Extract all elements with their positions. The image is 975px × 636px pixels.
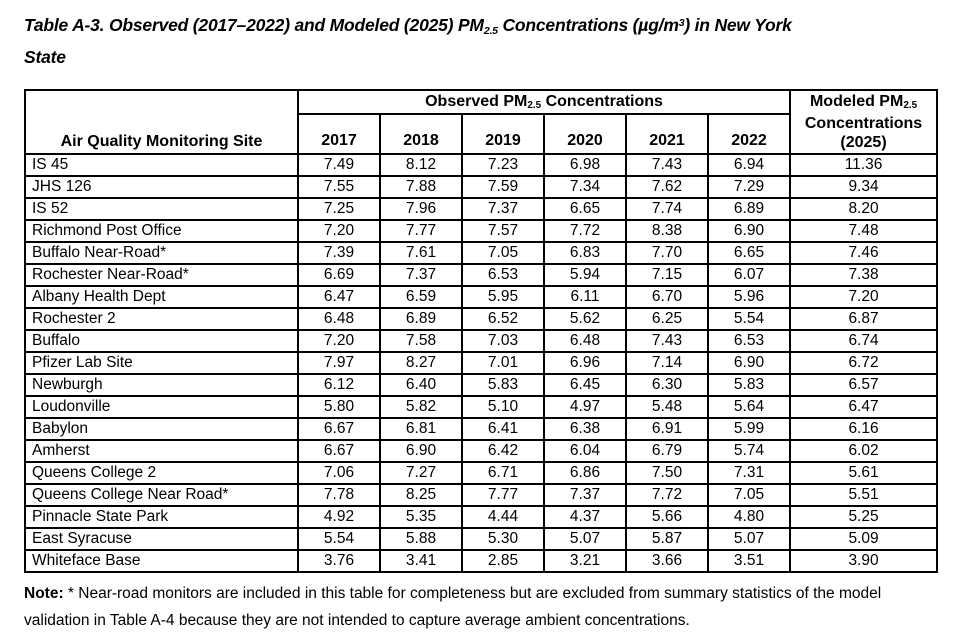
observed-value-cell: 4.97: [544, 396, 626, 418]
observed-header-text: Concentrations: [541, 92, 663, 110]
observed-value-cell: 5.66: [626, 506, 708, 528]
observed-value-cell: 4.92: [298, 506, 380, 528]
modeled-value-cell: 5.61: [790, 462, 937, 484]
observed-value-cell: 7.15: [626, 264, 708, 286]
observed-value-cell: 6.52: [462, 308, 544, 330]
observed-value-cell: 6.53: [708, 330, 790, 352]
observed-value-cell: 5.54: [708, 308, 790, 330]
column-header-2022: 2022: [708, 114, 790, 154]
observed-value-cell: 6.70: [626, 286, 708, 308]
observed-value-cell: 7.25: [298, 198, 380, 220]
observed-value-cell: 7.57: [462, 220, 544, 242]
observed-value-cell: 7.05: [462, 242, 544, 264]
site-cell: Newburgh: [25, 374, 298, 396]
modeled-value-cell: 7.48: [790, 220, 937, 242]
observed-value-cell: 7.37: [544, 484, 626, 506]
pm25-subscript: 2.5: [527, 100, 542, 112]
site-cell: Whiteface Base: [25, 550, 298, 572]
observed-value-cell: 7.50: [626, 462, 708, 484]
observed-value-cell: 7.59: [462, 176, 544, 198]
observed-header-text: Observed PM: [425, 92, 528, 110]
column-header-2017: 2017: [298, 114, 380, 154]
observed-value-cell: 7.70: [626, 242, 708, 264]
observed-value-cell: 7.62: [626, 176, 708, 198]
site-cell: Buffalo Near-Road*: [25, 242, 298, 264]
column-header-2018: 2018: [380, 114, 462, 154]
site-cell: Buffalo: [25, 330, 298, 352]
pm25-subscript: 2.5: [483, 24, 498, 37]
observed-value-cell: 7.03: [462, 330, 544, 352]
observed-value-cell: 6.12: [298, 374, 380, 396]
observed-value-cell: 7.61: [380, 242, 462, 264]
observed-group-header: [298, 90, 790, 114]
observed-value-cell: 6.67: [298, 418, 380, 440]
observed-value-cell: 7.72: [544, 220, 626, 242]
site-cell: Babylon: [25, 418, 298, 440]
observed-value-cell: 6.59: [380, 286, 462, 308]
observed-value-cell: 4.80: [708, 506, 790, 528]
observed-value-cell: 7.39: [298, 242, 380, 264]
observed-value-cell: 6.90: [380, 440, 462, 462]
observed-value-cell: 5.30: [462, 528, 544, 550]
footnote-label: Note:: [24, 584, 64, 602]
table-row: [25, 506, 937, 528]
modeled-value-cell: 6.57: [790, 374, 937, 396]
site-cell: Pfizer Lab Site: [25, 352, 298, 374]
observed-value-cell: 3.51: [708, 550, 790, 572]
observed-value-cell: 7.49: [298, 154, 380, 176]
observed-value-cell: 8.12: [380, 154, 462, 176]
observed-value-cell: 5.83: [708, 374, 790, 396]
observed-value-cell: 6.07: [708, 264, 790, 286]
modeled-value-cell: 6.72: [790, 352, 937, 374]
modeled-value-cell: 7.20: [790, 286, 937, 308]
observed-value-cell: 6.83: [544, 242, 626, 264]
observed-value-cell: 6.90: [708, 352, 790, 374]
observed-value-cell: 6.65: [544, 198, 626, 220]
observed-value-cell: 6.86: [544, 462, 626, 484]
observed-value-cell: 7.20: [298, 220, 380, 242]
column-header-2021: 2021: [626, 114, 708, 154]
site-cell: Queens College Near Road*: [25, 484, 298, 506]
table-row: [25, 154, 937, 176]
observed-value-cell: 6.67: [298, 440, 380, 462]
site-cell: Rochester Near-Road*: [25, 264, 298, 286]
observed-value-cell: 7.06: [298, 462, 380, 484]
observed-value-cell: 6.98: [544, 154, 626, 176]
observed-value-cell: 5.35: [380, 506, 462, 528]
observed-value-cell: 5.87: [626, 528, 708, 550]
table-body: [25, 154, 937, 572]
modeled-value-cell: 11.36: [790, 154, 937, 176]
observed-value-cell: 6.04: [544, 440, 626, 462]
observed-value-cell: 5.07: [708, 528, 790, 550]
observed-value-cell: 7.43: [626, 330, 708, 352]
observed-value-cell: 6.89: [380, 308, 462, 330]
observed-value-cell: 7.72: [626, 484, 708, 506]
observed-value-cell: 8.38: [626, 220, 708, 242]
observed-value-cell: 5.82: [380, 396, 462, 418]
observed-value-cell: 6.53: [462, 264, 544, 286]
observed-value-cell: 6.71: [462, 462, 544, 484]
table-row: [25, 308, 937, 330]
table-row: [25, 550, 937, 572]
table-row: [25, 330, 937, 352]
table-row: [25, 440, 937, 462]
observed-value-cell: 6.91: [626, 418, 708, 440]
column-header-2020: 2020: [544, 114, 626, 154]
observed-value-cell: 5.96: [708, 286, 790, 308]
modeled-value-cell: 7.46: [790, 242, 937, 264]
table-title-line-2: State: [24, 47, 66, 67]
observed-value-cell: 5.64: [708, 396, 790, 418]
observed-value-cell: 6.42: [462, 440, 544, 462]
column-header-modeled: [790, 90, 937, 154]
site-cell: JHS 126: [25, 176, 298, 198]
table-header: [25, 90, 937, 154]
site-cell: Queens College 2: [25, 462, 298, 484]
title-text: Table A-3. Observed (2017–2022) and Modeled (2025) PM: [24, 15, 484, 35]
observed-value-cell: 6.79: [626, 440, 708, 462]
observed-value-cell: 6.94: [708, 154, 790, 176]
modeled-value-cell: 5.25: [790, 506, 937, 528]
observed-value-cell: 5.83: [462, 374, 544, 396]
observed-value-cell: 2.85: [462, 550, 544, 572]
table-row: [25, 418, 937, 440]
site-cell: Loudonville: [25, 396, 298, 418]
table-row: [25, 264, 937, 286]
observed-value-cell: 7.77: [380, 220, 462, 242]
observed-value-cell: 7.74: [626, 198, 708, 220]
observed-value-cell: 7.97: [298, 352, 380, 374]
table-row: [25, 220, 937, 242]
observed-value-cell: 3.76: [298, 550, 380, 572]
observed-value-cell: 6.48: [544, 330, 626, 352]
observed-value-cell: 5.10: [462, 396, 544, 418]
observed-value-cell: 7.31: [708, 462, 790, 484]
observed-value-cell: 7.14: [626, 352, 708, 374]
observed-value-cell: 5.48: [626, 396, 708, 418]
observed-value-cell: 7.96: [380, 198, 462, 220]
observed-value-cell: 7.05: [708, 484, 790, 506]
site-cell: East Syracuse: [25, 528, 298, 550]
pm25-subscript: 2.5: [903, 100, 918, 112]
observed-value-cell: 7.37: [380, 264, 462, 286]
observed-value-cell: 6.65: [708, 242, 790, 264]
modeled-value-cell: 5.09: [790, 528, 937, 550]
footnote: [24, 580, 940, 634]
observed-value-cell: 5.88: [380, 528, 462, 550]
observed-value-cell: 8.27: [380, 352, 462, 374]
table-row: [25, 176, 937, 198]
title-text: Concentrations (µg/m: [497, 15, 679, 35]
site-cell: Pinnacle State Park: [25, 506, 298, 528]
observed-value-cell: 7.23: [462, 154, 544, 176]
observed-value-cell: 6.81: [380, 418, 462, 440]
table-title: [24, 11, 953, 72]
observed-value-cell: 5.62: [544, 308, 626, 330]
modeled-value-cell: 5.51: [790, 484, 937, 506]
observed-value-cell: 7.43: [626, 154, 708, 176]
table-row: [25, 286, 937, 308]
column-header-2019: 2019: [462, 114, 544, 154]
modeled-header-text: Modeled PM: [809, 93, 904, 110]
observed-value-cell: 4.37: [544, 506, 626, 528]
modeled-value-cell: 6.02: [790, 440, 937, 462]
site-cell: Albany Health Dept: [25, 286, 298, 308]
site-cell: Amherst: [25, 440, 298, 462]
observed-value-cell: 5.99: [708, 418, 790, 440]
observed-value-cell: 5.54: [298, 528, 380, 550]
observed-value-cell: 3.21: [544, 550, 626, 572]
observed-value-cell: 6.11: [544, 286, 626, 308]
table-row: [25, 352, 937, 374]
observed-value-cell: 4.44: [462, 506, 544, 528]
table-row: [25, 198, 937, 220]
observed-value-cell: 6.47: [298, 286, 380, 308]
modeled-value-cell: 6.87: [790, 308, 937, 330]
modeled-value-cell: 3.90: [790, 550, 937, 572]
pm25-concentrations-table: [24, 89, 938, 573]
observed-value-cell: 7.78: [298, 484, 380, 506]
modeled-value-cell: 6.74: [790, 330, 937, 352]
observed-value-cell: 7.01: [462, 352, 544, 374]
observed-value-cell: 7.77: [462, 484, 544, 506]
modeled-value-cell: 6.16: [790, 418, 937, 440]
observed-value-cell: 6.41: [462, 418, 544, 440]
observed-value-cell: 8.25: [380, 484, 462, 506]
observed-value-cell: 6.89: [708, 198, 790, 220]
site-cell: Rochester 2: [25, 308, 298, 330]
observed-value-cell: 6.48: [298, 308, 380, 330]
column-header-site: Air Quality Monitoring Site: [25, 90, 298, 154]
modeled-header-text: Concentrations (2025): [804, 114, 923, 151]
observed-value-cell: 5.94: [544, 264, 626, 286]
observed-value-cell: 6.40: [380, 374, 462, 396]
observed-value-cell: 3.66: [626, 550, 708, 572]
table-row: [25, 396, 937, 418]
table-row: [25, 374, 937, 396]
observed-value-cell: 6.45: [544, 374, 626, 396]
observed-value-cell: 6.38: [544, 418, 626, 440]
table-row: [25, 484, 937, 506]
modeled-value-cell: 6.47: [790, 396, 937, 418]
observed-value-cell: 7.37: [462, 198, 544, 220]
table-title-line-1: [24, 11, 953, 43]
observed-value-cell: 5.80: [298, 396, 380, 418]
site-cell: IS 52: [25, 198, 298, 220]
title-text: ) in New York: [684, 15, 792, 35]
group-header-row: [25, 90, 937, 114]
modeled-value-cell: 7.38: [790, 264, 937, 286]
observed-value-cell: 6.96: [544, 352, 626, 374]
observed-value-cell: 7.34: [544, 176, 626, 198]
modeled-value-cell: 9.34: [790, 176, 937, 198]
observed-value-cell: 6.69: [298, 264, 380, 286]
observed-value-cell: 6.90: [708, 220, 790, 242]
observed-value-cell: 6.25: [626, 308, 708, 330]
modeled-value-cell: 8.20: [790, 198, 937, 220]
observed-value-cell: 7.88: [380, 176, 462, 198]
footnote-text: * Near-road monitors are included in this table for completeness but are excluded from summary statistics of the model validation in Table A-4 because they are not intended to capture average ambient concentrations.: [24, 584, 882, 629]
table-row: [25, 462, 937, 484]
observed-value-cell: 5.07: [544, 528, 626, 550]
observed-value-cell: 7.20: [298, 330, 380, 352]
observed-value-cell: 5.74: [708, 440, 790, 462]
cubic-meter-superscript: 3: [678, 17, 685, 30]
site-cell: Richmond Post Office: [25, 220, 298, 242]
observed-value-cell: 7.55: [298, 176, 380, 198]
observed-value-cell: 6.30: [626, 374, 708, 396]
table-row: [25, 528, 937, 550]
observed-value-cell: 3.41: [380, 550, 462, 572]
observed-value-cell: 7.58: [380, 330, 462, 352]
observed-value-cell: 7.27: [380, 462, 462, 484]
observed-value-cell: 5.95: [462, 286, 544, 308]
site-cell: IS 45: [25, 154, 298, 176]
table-row: [25, 242, 937, 264]
observed-value-cell: 7.29: [708, 176, 790, 198]
